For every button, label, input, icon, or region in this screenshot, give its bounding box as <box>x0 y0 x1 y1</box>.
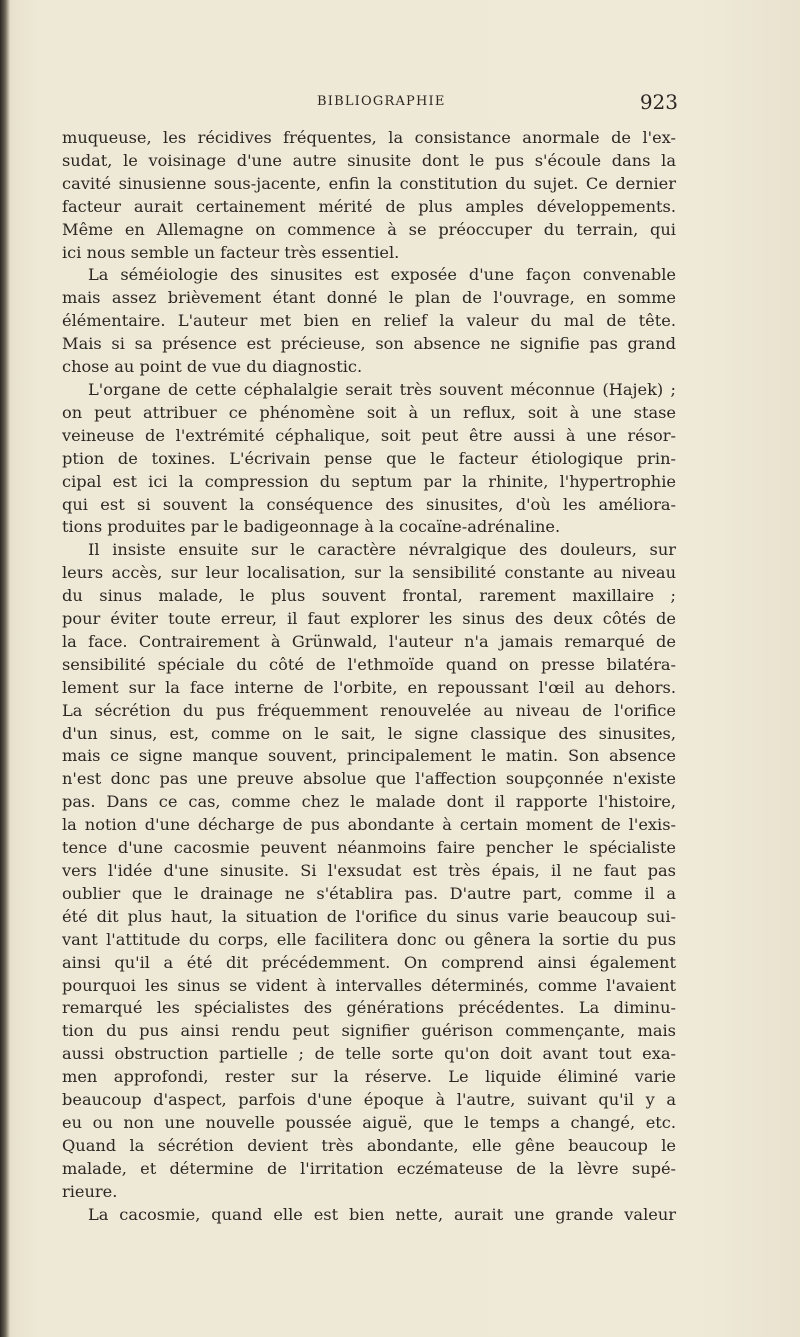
text-line: La cacosmie, quand elle est bien nette, aurait une grande valeur <box>88 1204 676 1224</box>
text-line: chose au point de vue du diagnostic. <box>62 357 363 377</box>
text-line: la notion d'une décharge de pus abondante à certain moment de l'exis- <box>62 815 676 835</box>
text-line: eu ou non une nouvelle poussée aiguë, que le temps a changé, etc. <box>62 1112 676 1132</box>
text-line: ici nous semble un facteur très essentiel. <box>62 242 400 262</box>
text-line: Quand la sécrétion devient très abondante, elle gêne beaucoup le <box>62 1135 676 1155</box>
body-text <box>62 127 676 1227</box>
text-line: qui est si souvent la conséquence des sinusites, d'où les améliora- <box>62 494 676 514</box>
text-line: Même en Allemagne on commence à se préoccuper du terrain, qui <box>62 219 676 239</box>
text-line: facteur aurait certainement mérité de plus amples développements. <box>62 196 676 216</box>
text-line: pourquoi les sinus se vident à intervalles déterminés, comme l'avaient <box>62 975 676 995</box>
text-line: oublier que le drainage ne s'établira pas. D'autre part, comme il a <box>62 883 676 903</box>
text-line: tence d'une cacosmie peuvent néanmoins faire pencher le spécialiste <box>62 838 676 858</box>
text-line: ption de toxines. L'écrivain pense que le facteur étiologique prin- <box>62 448 676 468</box>
text-line: sensibilité spéciale du côté de l'ethmoïde quand on presse bilatéra- <box>62 654 676 674</box>
text-line: la face. Contrairement à Grünwald, l'auteur n'a jamais remarqué de <box>62 631 676 651</box>
text-line: vers l'idée d'une sinusite. Si l'exsudat est très épais, il ne faut pas <box>62 861 676 880</box>
text-line: cipal est ici la compression du septum par la rhinite, l'hypertrophie <box>62 471 676 491</box>
text-line: ainsi qu'il a été dit précédemment. On comprend ainsi également <box>62 952 676 972</box>
text-line: remarqué les spécialistes des générations précédentes. La diminu- <box>62 998 676 1018</box>
text-line: n'est donc pas une preuve absolue que l'affection soupçonnée n'existe <box>62 769 676 789</box>
text-line: muqueuse, les récidives fréquentes, la consistance anormale de l'ex- <box>62 128 676 147</box>
running-title: BIBLIOGRAPHIE <box>317 94 446 109</box>
page-binding-edge <box>0 0 10 1337</box>
text-line: pour éviter toute erreur, il faut explorer les sinus des deux côtés de <box>62 609 676 629</box>
text-line: rieure. <box>62 1181 118 1201</box>
text-line: du sinus malade, le plus souvent frontal, rarement maxillaire ; <box>62 586 676 606</box>
text-line: aussi obstruction partielle ; de telle sorte qu'on doit avant tout exa- <box>62 1044 676 1064</box>
text-line: vant l'attitude du corps, elle facilitera donc ou gênera la sortie du pus <box>62 929 676 949</box>
text-line: veineuse de l'extrémité céphalique, soit peut être aussi à une résor- <box>62 425 676 445</box>
text-line: lement sur la face interne de l'orbite, en repoussant l'œil au dehors. <box>62 677 676 697</box>
text-line: beaucoup d'aspect, parfois d'une époque à l'autre, suivant qu'il y a <box>62 1090 676 1110</box>
text-line: cavité sinusienne sous-jacente, enfin la constitution du sujet. Ce dernier <box>62 173 676 193</box>
text-line: Mais si sa présence est précieuse, son absence ne signifie pas grand <box>62 334 676 354</box>
text-line: sudat, le voisinage d'une autre sinusite dont le pus s'écoule dans la <box>62 150 676 170</box>
page-header <box>62 90 682 116</box>
text-line: mais assez brièvement étant donné le plan de l'ouvrage, en somme <box>62 288 676 308</box>
text-line: L'organe de cette céphalalgie serait très souvent méconnue (Hajek) ; <box>88 379 676 399</box>
text-line: La séméiologie des sinusites est exposée d'une façon convenable <box>88 265 676 285</box>
text-line: malade, et détermine de l'irritation eczémateuse de la lèvre supé- <box>62 1158 676 1178</box>
text-line: pas. Dans ce cas, comme chez le malade dont il rapporte l'histoire, <box>62 792 676 812</box>
text-line: leurs accès, sur leur localisation, sur la sensibilité constante au niveau <box>62 563 676 583</box>
text-line: La sécrétion du pus fréquemment renouvelée au niveau de l'orifice <box>62 700 676 720</box>
text-line: mais ce signe manque souvent, principalement le matin. Son absence <box>62 746 676 766</box>
text-line: élémentaire. L'auteur met bien en relief la valeur du mal de tête. <box>62 311 676 331</box>
text-line: Il insiste ensuite sur le caractère névralgique des douleurs, sur <box>88 540 676 560</box>
text-line: d'un sinus, est, comme on le sait, le signe classique des sinusites, <box>62 723 676 743</box>
text-line: été dit plus haut, la situation de l'orifice du sinus varie beaucoup sui- <box>62 906 676 926</box>
text-line: on peut attribuer ce phénomène soit à un reflux, soit à une stase <box>62 402 676 422</box>
page-number: 923 <box>639 90 678 114</box>
text-line: men approfondi, rester sur la réserve. Le liquide éliminé varie <box>62 1067 676 1087</box>
text-line: tions produites par le badigeonnage à la cocaïne-adrénaline. <box>62 517 561 537</box>
text-line: tion du pus ainsi rendu peut signifier guérison commençante, mais <box>62 1021 676 1041</box>
